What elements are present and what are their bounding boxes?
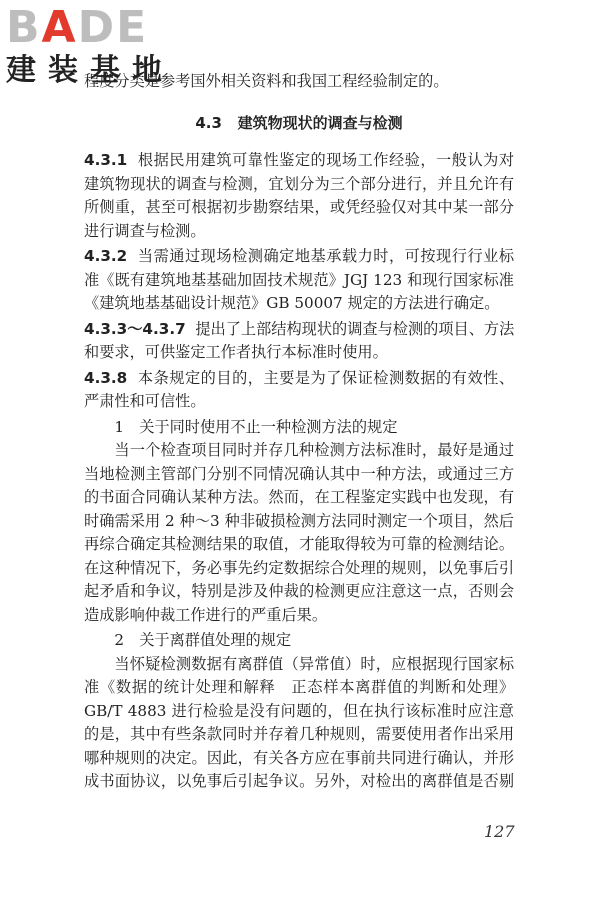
watermark-letters-de: DE xyxy=(77,2,149,53)
item-2 xyxy=(84,629,514,794)
item-line: 时确需采用 2 种～3 种非破损检测方法同时测定一个项目，然后 xyxy=(84,511,514,530)
item-1 xyxy=(84,416,514,628)
clause-line: 根据民用建筑可靠性鉴定的现场工作经验，一般认为对 xyxy=(137,151,515,169)
page-body xyxy=(84,70,514,796)
clause-4-3-3-to-4-3-7 xyxy=(84,318,514,365)
intro-line: 程度分类是参考国外相关资料和我国工程经验制定的。 xyxy=(84,72,449,90)
item-line: 成书面协议，以免事后引起争议。另外，对检出的离群值是否剔 xyxy=(84,772,514,790)
item-line: 造成影响仲裁工作进行的严重后果。 xyxy=(84,605,327,624)
item-line: 当地检测主管部门分别不同情况确认其中一种方法，或通过三方 xyxy=(84,464,514,483)
watermark-cjk: 建装基地 xyxy=(6,53,174,88)
section-number: 4.3 xyxy=(195,113,222,132)
clause-line: 提出了上部结构现状的调查与检测的项目、方法 xyxy=(195,319,515,338)
bade-watermark-logo xyxy=(6,4,174,88)
clause-line: 当需通过现场检测确定地基承载力时，可按现行行业标 xyxy=(137,247,515,265)
watermark-letter-b: B xyxy=(6,2,42,53)
clause-number: 4.3.3～4.3.7 xyxy=(84,319,186,338)
clause-number: 4.3.2 xyxy=(84,247,128,265)
item-line: 当怀疑检测数据有离群值（异常值）时，应根据现行国家标 xyxy=(114,654,514,673)
item-line: 当一个检查项目同时并存几种检测方法标准时，最好是通过 xyxy=(114,441,514,459)
clause-line: 准《既有建筑地基基础加固技术规范》JGJ 123 和现行国家标准 xyxy=(84,270,514,289)
clause-line: 严肃性和可信性。 xyxy=(84,392,206,410)
item-heading: 2 关于离群值处理的规定 xyxy=(114,631,292,649)
watermark-latin xyxy=(6,4,174,52)
clause-4-3-2 xyxy=(84,245,514,316)
clause-number: 4.3.8 xyxy=(84,368,128,387)
watermark-letter-a: A xyxy=(41,2,78,53)
section-heading xyxy=(84,112,514,136)
clause-line: 和要求，可供鉴定工作者执行本标准时使用。 xyxy=(84,343,388,361)
clause-line: 所侧重，甚至可根据初步勘察结果，或凭经验仅对其中某一部分 xyxy=(84,198,514,216)
item-heading: 1 关于同时使用不止一种检测方法的规定 xyxy=(114,417,398,436)
item-line: 哪种规则的决定。因此，有关各方应在事前共同进行确认，并形 xyxy=(84,748,514,767)
item-line: 的是，其中有些条款同时并存着几种规则，需要使用者作出采用 xyxy=(84,725,514,743)
item-line: 再综合确定其检测结果的取值，才能取得较为可靠的检测结论。 xyxy=(84,535,514,553)
clause-line: 进行调查与检测。 xyxy=(84,221,206,240)
item-line: 准《数据的统计处理和解释 正态样本离群值的判断和处理》 xyxy=(84,678,514,696)
page-number: 127 xyxy=(484,822,515,841)
clause-4-3-8 xyxy=(84,367,514,414)
clause-line: 本条规定的目的，主要是为了保证检测数据的有效性、 xyxy=(137,368,515,387)
clause-line: 《建筑地基基础设计规范》GB 50007 规定的方法进行确定。 xyxy=(84,294,500,312)
clause-line: 建筑物现状的调查与检测，宜划分为三个部分进行，并且允许有 xyxy=(84,174,514,193)
section-title: 建筑物现状的调查与检测 xyxy=(237,113,403,132)
clause-4-3-1 xyxy=(84,149,514,243)
clause-number: 4.3.1 xyxy=(84,151,128,169)
item-line: 的书面合同确认某种方法。然而，在工程鉴定实践中也发现，有 xyxy=(84,488,514,506)
item-line: 在这种情况下，务必事先约定数据综合处理的规则，以免事后引 xyxy=(84,558,514,577)
item-line: GB/T 4883 进行检验是没有问题的，但在执行该标准时应注意 xyxy=(84,701,514,720)
item-line: 起矛盾和争议，特别是涉及仲裁的检测更应注意这一点，否则会 xyxy=(84,582,514,600)
